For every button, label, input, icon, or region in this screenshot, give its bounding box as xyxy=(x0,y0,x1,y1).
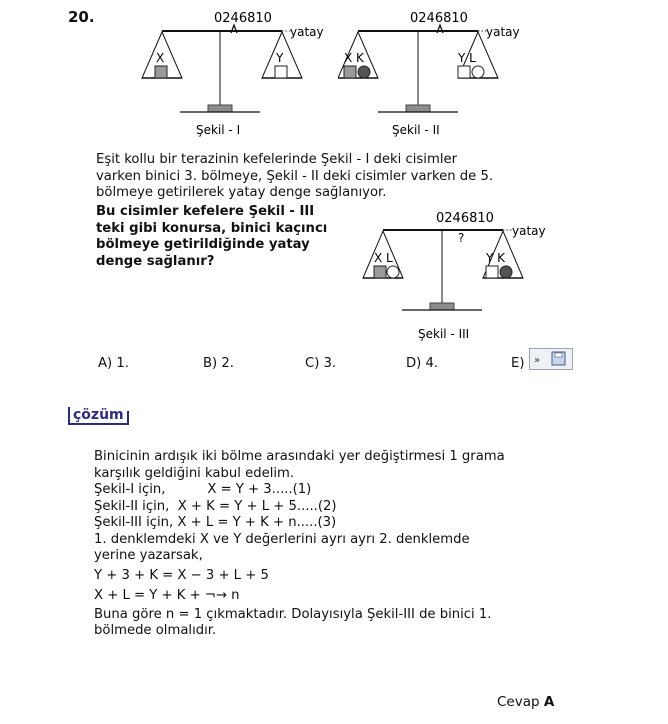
caption: Şekil - I xyxy=(196,123,241,137)
yatay-label: yatay xyxy=(512,224,546,238)
caption: Şekil - III xyxy=(418,327,470,341)
ball-k-icon xyxy=(500,266,512,278)
cube-y-icon xyxy=(275,66,287,78)
yatay-label: yatay xyxy=(290,25,324,39)
cube-x-icon xyxy=(155,66,167,78)
cube-y-label: Y xyxy=(276,51,284,65)
text-line: bölmeye getirilerek yatay denge sağlanıyor. xyxy=(96,185,387,200)
cube-y-icon xyxy=(458,66,470,78)
question-mark: ? xyxy=(458,231,465,245)
prompt-line: bölmeye getirildiğinde yatay xyxy=(96,237,310,252)
solution-line: yerine yazarsak, xyxy=(94,548,203,563)
text-line: Eşit kollu bir terazinin kefelerinde Şekil - I deki cisimler xyxy=(96,152,458,167)
option-c: C) 3. xyxy=(305,356,337,371)
prompt-line: teki gibi konursa, binici kaçıncı xyxy=(96,220,328,236)
balance-figure-1 xyxy=(140,8,330,144)
objects-yl-label: Y L xyxy=(458,51,476,65)
solution-line: bölmede olmalıdır. xyxy=(94,623,217,638)
solution-line: 1. denklemdeki X ve Y değerlerini ayrı ayrı 2. denklemde xyxy=(94,531,470,547)
answer-prefix: Cevap xyxy=(497,694,540,710)
balance-figure-2 xyxy=(338,8,528,144)
question-prompt xyxy=(96,204,327,270)
solution-line: Y + 3 + K = X − 3 + L + 5 xyxy=(94,567,269,583)
ball-l-icon xyxy=(472,66,484,78)
cube-y-icon xyxy=(486,266,498,278)
cube-x-icon xyxy=(344,66,356,78)
solution-line: Binicinin ardışık iki bölme arasındaki yer değiştirmesi 1 grama xyxy=(94,449,505,464)
scale-label: 0246810 xyxy=(214,11,272,26)
ball-k-icon xyxy=(358,66,370,78)
cube-x-icon xyxy=(374,266,386,278)
objects-yk-label: Y K xyxy=(486,251,506,265)
scale-label: 0246810 xyxy=(410,11,468,26)
ball-l-icon xyxy=(387,266,399,278)
save-toolbar[interactable] xyxy=(529,348,573,370)
cube-x-label: X xyxy=(156,51,165,65)
scale-label: 0246810 xyxy=(436,211,494,226)
answer xyxy=(497,694,554,710)
solution-line: Buna göre n = 1 çıkmaktadır. Dolayısıyla Şekil-III de binici 1. xyxy=(94,606,492,622)
yatay-label: yatay xyxy=(486,25,520,39)
objects-xk-label: X K xyxy=(344,51,364,65)
prompt-line: Bu cisimler kefelere Şekil - III xyxy=(96,204,315,219)
caption: Şekil - II xyxy=(392,123,440,137)
option-a: A) 1. xyxy=(98,356,129,371)
solution-line: Şekil-II için, X + K = Y + L + 5.....(2) xyxy=(94,498,337,514)
solution-line: Şekil-I için, X = Y + 3.....(1) xyxy=(94,482,312,497)
prompt-line: denge sağlanır? xyxy=(96,253,215,269)
balance-figure-3 xyxy=(360,208,560,346)
option-e: E) xyxy=(511,356,525,371)
solution-line: X + L = Y + K + ¬→ n xyxy=(94,588,240,603)
option-b: B) 2. xyxy=(203,356,234,371)
question-number: 20. xyxy=(68,8,95,26)
answer-letter: A xyxy=(543,694,555,710)
option-d: D) 4. xyxy=(406,356,439,371)
solution-body xyxy=(94,449,505,640)
objects-xl-label: X L xyxy=(374,251,393,265)
solution-line: Şekil-III için, X + L = Y + K + n.....(3) xyxy=(94,515,337,530)
solution-title: çözüm xyxy=(68,407,127,425)
problem-text xyxy=(96,152,493,202)
chevron-down-icon: » xyxy=(534,355,541,366)
text-line: varken binici 3. bölmeye, Şekil - II deki cisimler varken de 5. xyxy=(96,168,494,184)
solution-line: karşılık geldiğini kabul edelim. xyxy=(94,465,295,481)
